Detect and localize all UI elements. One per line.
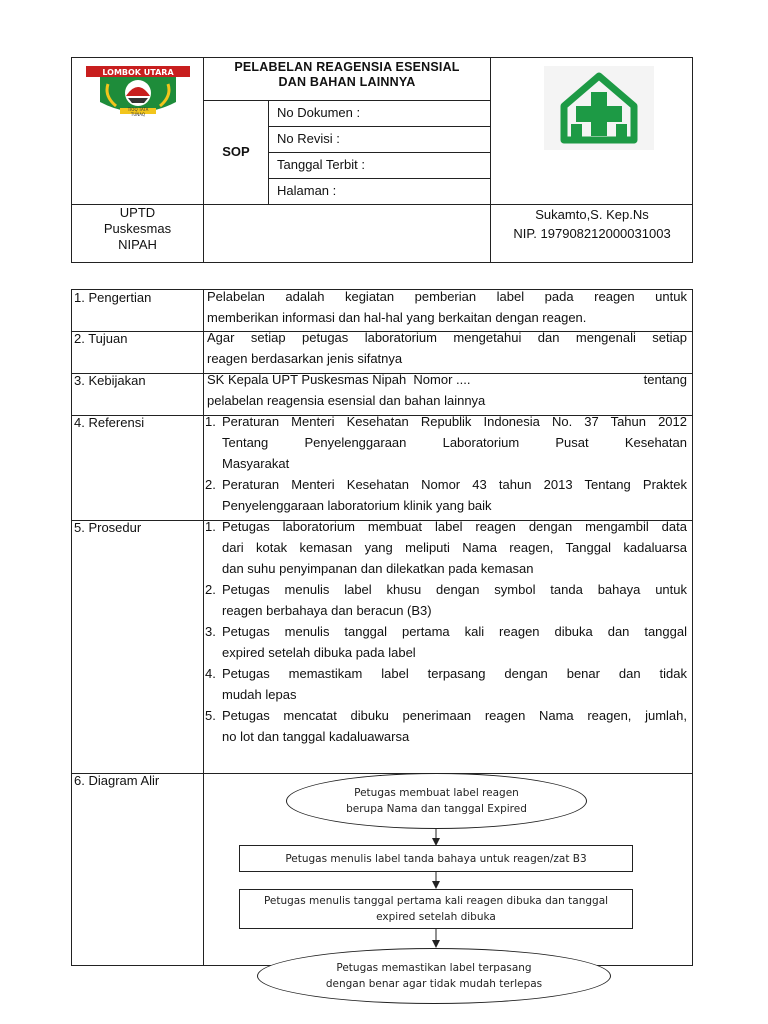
referensi-item: 1. Peraturan Menteri Kesehatan Republik Indonesia No. 37 Tahun 2012 Tentang Penyelenggaraan Laboratorium Pusat Kesehatan Masyarakat <box>205 414 687 471</box>
signer-name: Sukamto,S. Kep.Ns <box>535 207 649 222</box>
flow-step-3: Petugas menulis tanggal pertama kali reagen dibuka dan tanggal expired setelah dibuka <box>239 889 633 929</box>
kebijakan-line1a: SK Kepala UPT Puskesmas Nipah Nomor .... <box>207 372 471 387</box>
kebijakan-line2: pelabelan reagensia esensial dan bahan lainnya <box>207 393 486 408</box>
flow-step-4: Petugas memastikan label terpasang dengan benar agar tidak mudah terlepas <box>257 948 611 1004</box>
tujuan-line2: reagen berdasarkan jenis sifatnya <box>207 351 403 366</box>
logo-left-motto: TIOQ TATA TUNAQ <box>127 107 149 117</box>
flow-step-2: Petugas menulis label tanda bahaya untuk reagen/zat B3 <box>239 845 633 872</box>
sop-label: SOP <box>222 144 250 159</box>
label-pengertian: 1. Pengertian <box>74 290 152 305</box>
label-referensi: 4. Referensi <box>74 415 145 430</box>
org-line1: UPTD <box>119 205 156 220</box>
label-diagram-alir: 6. Diagram Alir <box>74 773 160 788</box>
field-no-revisi: No Revisi : <box>277 131 340 146</box>
referensi-item: 2. Peraturan Menteri Kesehatan Nomor 43 tahun 2013 Tentang Praktek Penyelenggaraan laboratorium klinik yang baik <box>205 477 687 513</box>
prosedur-item: 2. Petugas menulis label khusu dengan symbol tanda bahaya untuk reagen berbahaya dan beracun (B3) <box>205 582 687 618</box>
field-no-dokumen: No Dokumen : <box>277 105 361 120</box>
prosedur-item: 3. Petugas menulis tanggal pertama kali reagen dibuka dan tanggal expired setelah dibuka pada label <box>205 624 687 660</box>
field-tanggal-terbit: Tanggal Terbit : <box>277 157 365 172</box>
tujuan-line1: Agar setiap petugas laboratorium mengetahui dan mengenali setiap <box>207 330 687 345</box>
label-prosedur: 5. Prosedur <box>74 520 142 535</box>
signer-nip: NIP. 197908212000031003 <box>513 226 671 241</box>
document-title-line1: PELABELAN REAGENSIA ESENSIAL <box>234 60 460 74</box>
document-title-line2: DAN BAHAN LAINNYA <box>278 75 416 89</box>
flow-step-1: Petugas membuat label reagen berupa Nama dan tanggal Expired <box>286 773 587 829</box>
label-tujuan: 2. Tujuan <box>74 331 128 346</box>
org-line3: NIPAH <box>118 237 157 252</box>
field-halaman: Halaman : <box>277 183 337 198</box>
pengertian-line1: Pelabelan adalah kegiatan pemberian label pada reagen untuk <box>207 289 687 304</box>
org-line2: Puskesmas <box>103 221 172 236</box>
label-kebijakan: 3. Kebijakan <box>74 373 146 388</box>
prosedur-item: 4. Petugas memastikam label terpasang dengan benar dan tidak mudah lepas <box>205 666 687 702</box>
prosedur-item: 5. Petugas mencatat dibuku penerimaan reagen Nama reagen, jumlah, no lot dan tanggal kadaluawarsa <box>205 708 687 744</box>
logo-left-text: LOMBOK UTARA <box>102 68 174 77</box>
prosedur-item: 1. Petugas laboratorium membuat label reagen dengan mengambil data dari kotak kemasan yang meliputi Nama reagen, Tanggal kadaluarsa dan suhu penyimpanan dan dilekatkan pada kemasan <box>205 519 687 576</box>
kebijakan-line1b: tentang <box>643 372 687 387</box>
pengertian-line2: memberikan informasi dan hal-hal yang berkaitan dengan reagen. <box>207 310 587 325</box>
